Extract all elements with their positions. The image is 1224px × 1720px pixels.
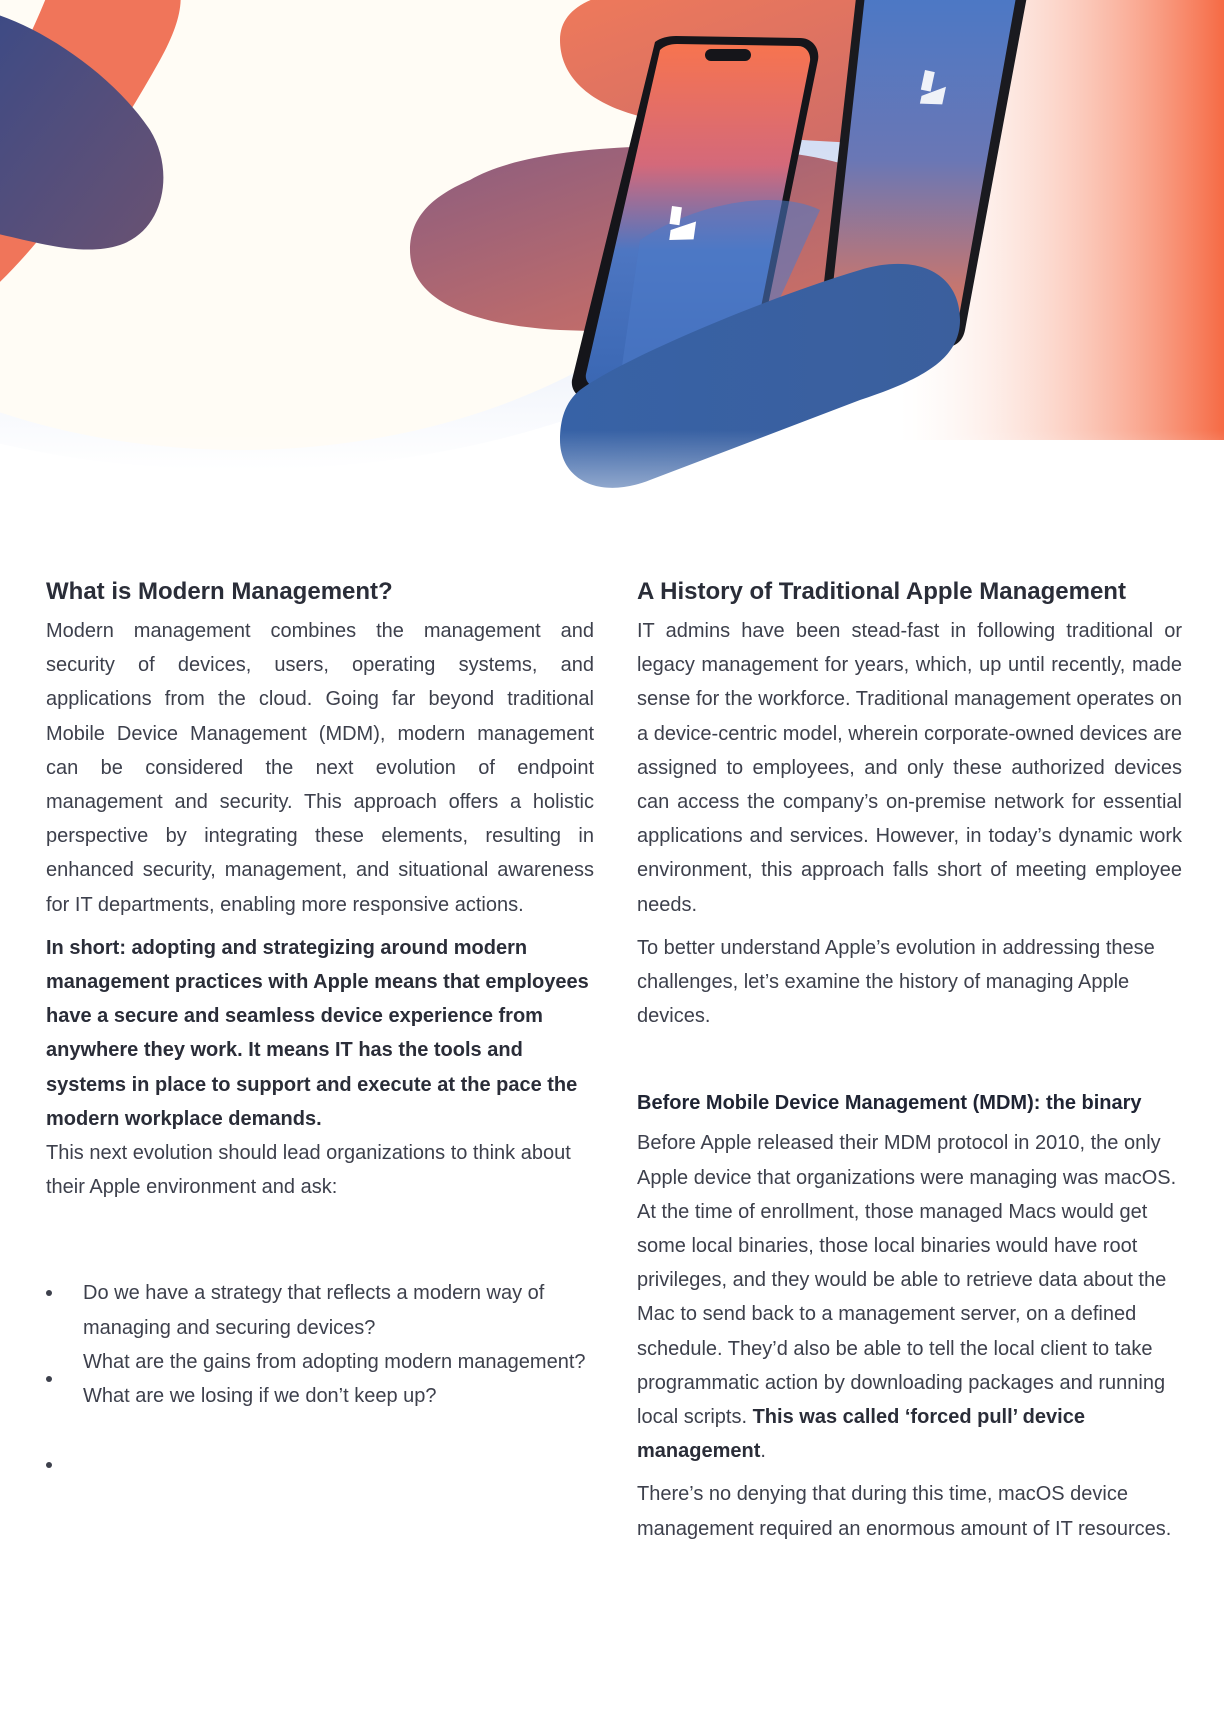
left-column [46, 574, 594, 1476]
modern-management-intro: Modern management combines the management and security of devices, users, operating systems, and applications from the cloud. Going far beyond traditional Mobile Device Management (MDM), modern management can be considered the next evolution of endpoint management and security. This approach offers a holistic perspective by integrating these elements, resulting in enhanced security, management, and situational awareness for IT departments, enabling more responsive actions. [46, 620, 594, 916]
right-column [637, 574, 1182, 1546]
list-item: What are we losing if we don’t keep up? [83, 1385, 437, 1408]
forced-pull-emphasis: This was called ‘forced pull’ device management [637, 1406, 1085, 1463]
hero-illustration [0, 0, 1224, 560]
modern-management-lead-in: This next evolution should lead organizations to think about their Apple environment and ask: [46, 1142, 571, 1199]
hero-artwork [0, 0, 1224, 560]
history-intro-2: To better understand Apple’s evolution in addressing these challenges, let’s examine the history of managing Apple devices. [637, 936, 1155, 1028]
before-mdm-body: Before Apple released their MDM protocol in 2010, the only Apple device that organizations were managing was macOS. At the time of enrollment, those managed Macs would get some local binaries, those local binaries would have root privileges, and they would be able to retrieve data about the Mac to send back to a management server, on a defined schedule. They’d also be able to tell the local client to take programmatic action by downloading packages and running local scripts. This was called ‘forced pull’ device management. [637, 1132, 1177, 1463]
heading-modern-management: What is Modern Management? [46, 578, 393, 605]
before-mdm-closing: There’s no denying that during this time, macOS device management required an enormous amount of IT resources. [637, 1483, 1172, 1540]
subheading-before-mdm: Before Mobile Device Management (MDM): the binary [637, 1092, 1142, 1115]
modern-management-summary: In short: adopting and strategizing around modern management practices with Apple means that employees have a secure and seamless device experience from anywhere they work. It means IT has the tools and systems in place to support and execute at the pace the modern workplace demands. [46, 936, 589, 1130]
list-item: Do we have a strategy that reflects a modern way of managing and securing devices? [83, 1282, 545, 1339]
question-list [46, 1276, 594, 1476]
list-item: What are the gains from adopting modern management? [83, 1350, 586, 1373]
heading-history: A History of Traditional Apple Management [637, 578, 1126, 605]
bullet-dot [46, 1462, 52, 1468]
history-intro: IT admins have been stead-fast in following traditional or legacy management for years, which, up until recently, made sense for the workforce. Traditional management operates on a device-centric model, wherein corporate-owned devices are assigned to employees, and only these authorized devices can access the company’s on-premise network for essential applications and services. However, in today’s dynamic work environment, this approach falls short of meeting employee needs. [637, 620, 1182, 916]
